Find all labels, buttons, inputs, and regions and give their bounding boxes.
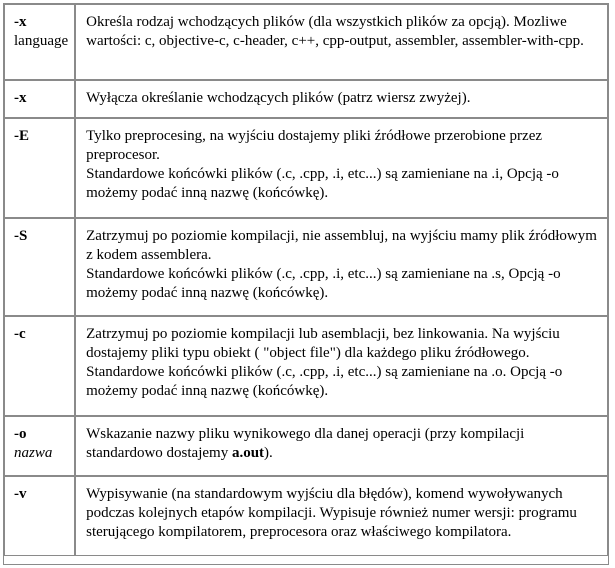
- description-text: Określa rodzaj wchodzących plików (dla wszystkich plików za opcją). Mozliwe wartości: c, objective-c, c-header, c++, cpp-output, assembler, assembler-with-cpp.: [86, 14, 584, 49]
- option-cell: [4, 218, 75, 316]
- option-flag: -c: [14, 326, 26, 342]
- description-text: Standardowe końcówki plików (.c, .cpp, .i, etc...) są zamieniane na .o. Opcją -o możemy podać inną nazwę (końcówkę).: [86, 364, 563, 399]
- option-flag: -E: [14, 128, 29, 144]
- option-flag: -o: [14, 426, 27, 442]
- option-flag: -v: [14, 486, 27, 502]
- description-cell: [75, 416, 608, 476]
- options-table-frame: [3, 3, 609, 565]
- table-row: [4, 316, 608, 416]
- option-argument: language: [14, 33, 69, 49]
- option-cell: [4, 4, 75, 80]
- description-text-part: Wskazanie nazwy pliku wynikowego dla danej operacji (przy kompilacji standardowo dostajemy: [86, 426, 525, 461]
- description-cell: [75, 4, 608, 80]
- description-cell: [75, 316, 608, 416]
- description-text-part: ).: [264, 445, 273, 461]
- table-row: [4, 476, 608, 556]
- option-argument: nazwa: [14, 445, 53, 461]
- description-text: Standardowe końcówki plików (.c, .cpp, .i, etc...) są zamieniane na .i, Opcją -o możemy podać inną nazwę (końcówkę).: [86, 166, 559, 201]
- description-text: Wypisywanie (na standardowym wyjściu dla błędów), komend wywoływanych podczas kolejnych etapów kompilacji. Wypisuje również numer wersji: programu sterującego kompilatorem, preprocesora oraz właściwego kompilatora.: [86, 486, 577, 540]
- options-table: [4, 4, 608, 556]
- description-cell: [75, 118, 608, 218]
- table-row: [4, 416, 608, 476]
- description-text: Tylko preprocesing, na wyjściu dostajemy pliki źródłowe przerobione przez preprocesor.: [86, 128, 543, 163]
- description-text: Standardowe końcówki plików (.c, .cpp, .i, etc...) są zamieniane na .s, Opcją -o możemy podać inną nazwę (końcówkę).: [86, 266, 561, 301]
- description-cell: [75, 218, 608, 316]
- option-cell: [4, 316, 75, 416]
- option-flag: -S: [14, 228, 28, 244]
- output-filename: a.out: [231, 445, 265, 461]
- description-text: Wyłącza określanie wchodzących plików (patrz wiersz zwyżej).: [86, 90, 471, 106]
- description-text: Zatrzymuj po poziomie kompilacji, nie assembluj, na wyjściu mamy plik źródłowym z kodem assemblera.: [86, 228, 597, 263]
- option-cell: [4, 118, 75, 218]
- option-cell: [4, 416, 75, 476]
- description-text: [86, 425, 599, 463]
- option-flag: -x: [14, 90, 27, 106]
- description-cell: [75, 80, 608, 118]
- option-cell: [4, 476, 75, 556]
- description-cell: [75, 476, 608, 556]
- table-row: [4, 4, 608, 80]
- description-text: Zatrzymuj po poziomie kompilacji lub asemblacji, bez linkowania. Na wyjściu dostajemy pliki typu obiekt ( "object file") dla każdego pliku źródłowego.: [86, 326, 560, 361]
- option-cell: [4, 80, 75, 118]
- option-flag: -x: [14, 14, 27, 30]
- table-row: [4, 118, 608, 218]
- table-row: [4, 218, 608, 316]
- table-row: [4, 80, 608, 118]
